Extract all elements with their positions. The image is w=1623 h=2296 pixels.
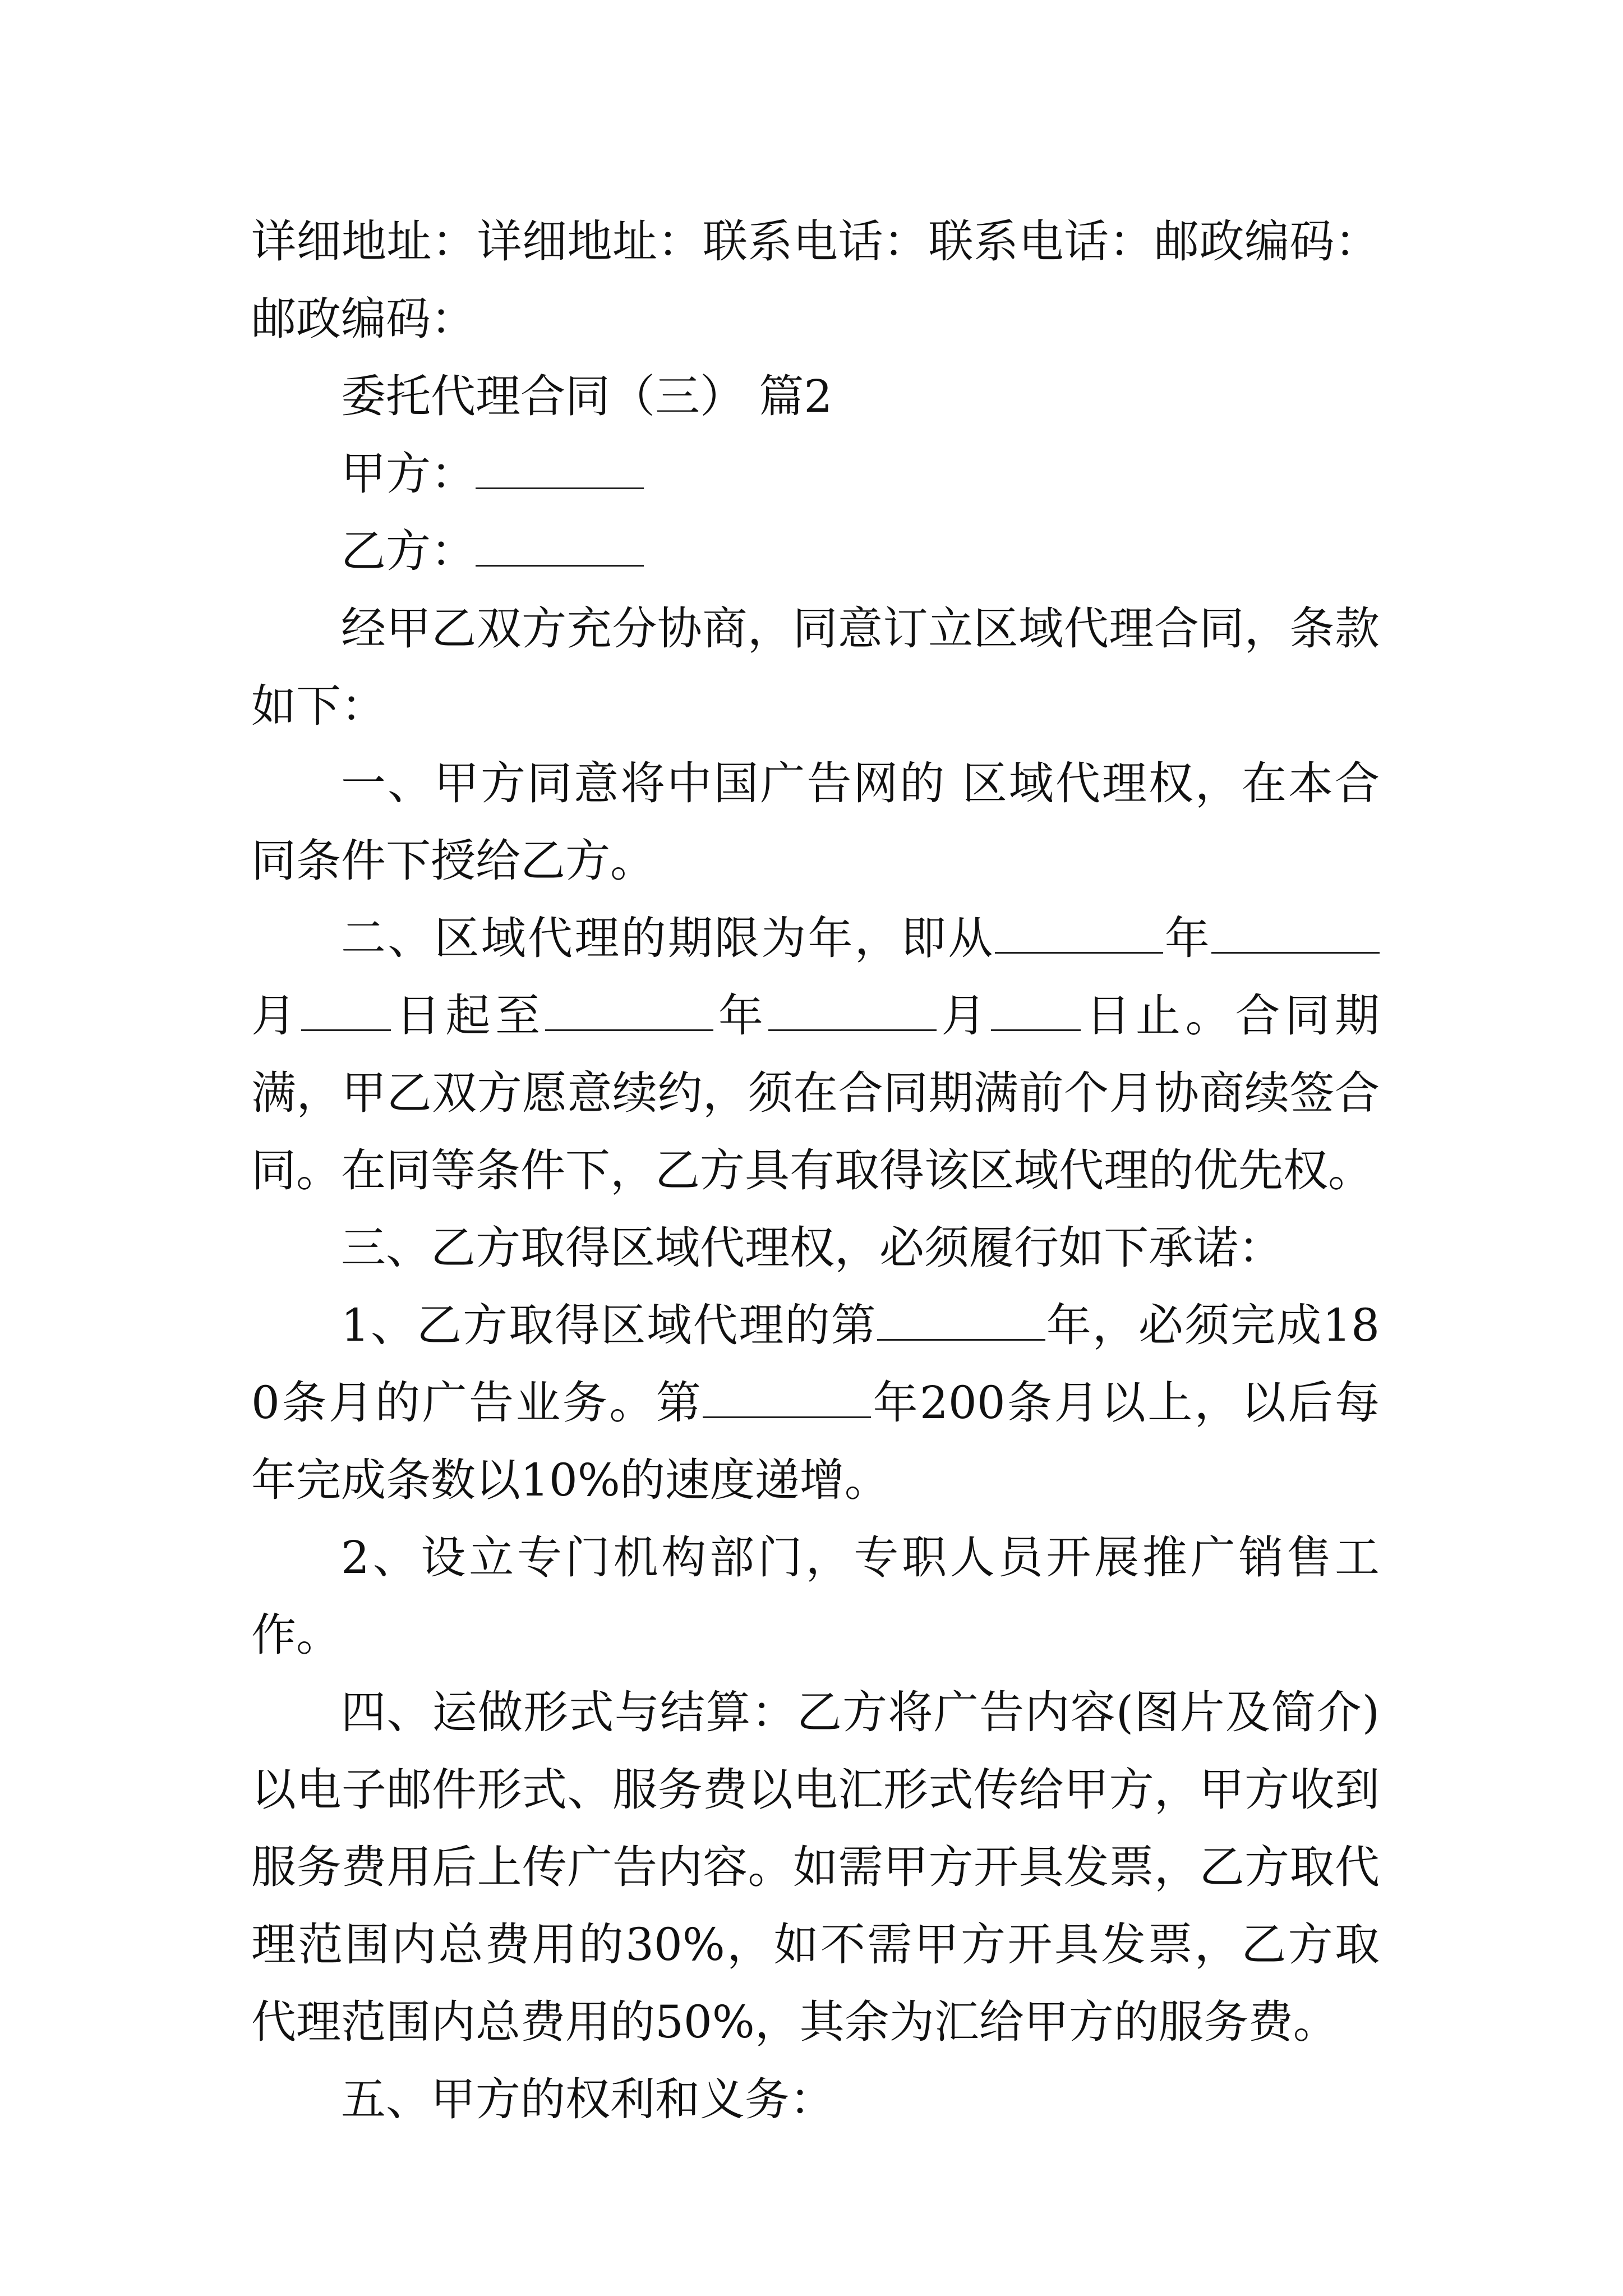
clause-2-text-a: 二、区域代理的期限为年，即从 [341, 912, 995, 964]
party-a-label: 甲方： [341, 448, 476, 500]
start-day-blank [301, 987, 391, 1031]
end-month-blank [768, 987, 937, 1031]
party-a-blank [476, 445, 644, 489]
clause-2-month-2: 月 [936, 990, 992, 1042]
end-day-blank [991, 987, 1081, 1031]
clause-3: 三、乙方取得区域代理权，必须履行如下承诺： [341, 1222, 1283, 1274]
clause-3-item-2: 2、设立专门机构部门，专职人员开展推广销售工作。 [251, 1531, 1380, 1661]
clause-2-year-1: 年 [1163, 912, 1211, 964]
start-month-blank [1211, 909, 1380, 954]
clause-4: 四、运做形式与结算：乙方将广告内容(图片及简介)以电子邮件形式、服务费以电汇形式传给甲方，甲方收到服务费用后上传广告内容。如需甲方开具发票，乙方取代理范围内总费用的30%，如不需甲方开具发票，乙方取代理范围内总费用的50%，其余为汇给甲方的服务费。 [251, 1686, 1380, 2048]
clause-3-item-1-text-a: 1、乙方取得区域代理的第 [341, 1299, 877, 1351]
contract-body [251, 203, 1380, 2138]
clause-1: 一、甲方同意将中国广告网的 区域代理权，在本合同条件下授给乙方。 [251, 757, 1380, 887]
clause-2-text-d: 日起至 [390, 990, 546, 1042]
clause-5: 五、甲方的权利和义务： [341, 2073, 834, 2125]
clause-2-text-g: 日止。合同期满，甲乙双方愿意续约，须在合同期满前个月协商续签合同。在同等条件下，乙方具有取得该区域代理的优先权。 [251, 990, 1380, 1197]
end-year-blank [545, 987, 713, 1031]
party-a-line [251, 435, 1380, 513]
clause-2-month-1: 月 [251, 990, 301, 1042]
party-b-blank [476, 522, 644, 567]
party-b-line [251, 513, 1380, 590]
contract-title: 委托代理合同（三） 篇2 [341, 370, 833, 422]
party-b-label: 乙方： [341, 525, 476, 577]
clause-3-item-1-text-b: 年，必须完成180条月的广告业务。第 [251, 1299, 1380, 1429]
clause-3-item-1-text-c: 年200条月以上，以后每年完成条数以10%的速度递增。 [251, 1377, 1380, 1506]
clause-3-item-1 [251, 1287, 1380, 1519]
clause-2-year-2: 年 [713, 990, 768, 1042]
first-year-blank [877, 1296, 1045, 1341]
start-year-blank [995, 909, 1163, 954]
second-year-blank [703, 1374, 871, 1418]
address-contact-line: 详细地址：详细地址：联系电话：联系电话：邮政编码：邮政编码： [251, 215, 1380, 345]
agreement-intro: 经甲乙双方充分协商，同意订立区域代理合同，条款如下： [251, 602, 1380, 732]
clause-2 [251, 900, 1380, 1209]
